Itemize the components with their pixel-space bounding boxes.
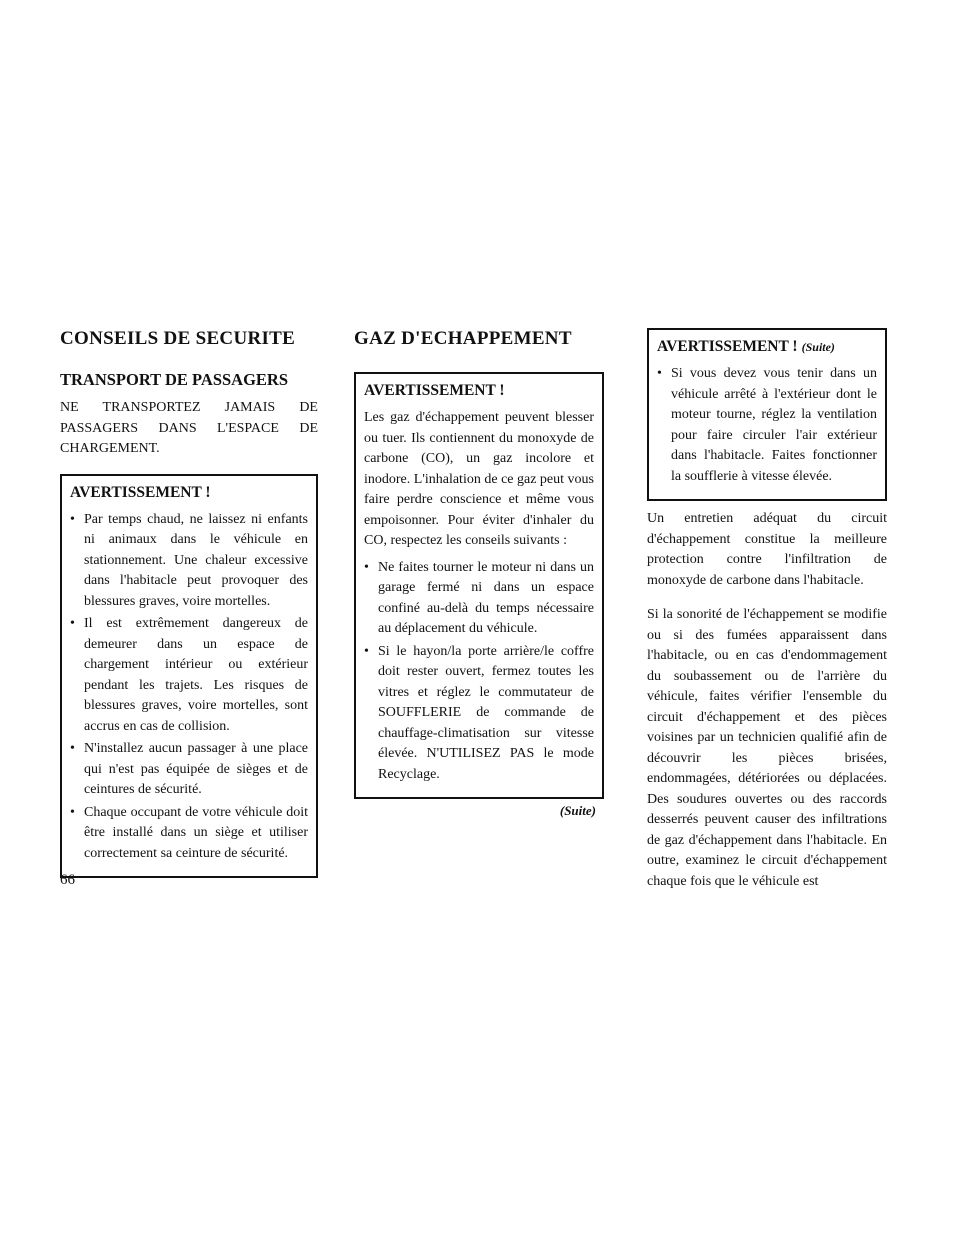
page-number: 66 — [60, 872, 75, 888]
warning-title: AVERTISSEMENT ! — [364, 382, 505, 399]
warning-item: • Chaque occupant de votre véhicule doit être installé dans un siège et utiliser correctement sa ceinture de sécurité. — [70, 804, 308, 861]
warning-item: • Ne faites tourner le moteur ni dans un garage fermé ni dans un espace confiné au-delà du temps nécessaire au déplacement du véhicule. — [364, 559, 594, 636]
column-middle — [354, 328, 604, 819]
warning-item: • Si vous devez vous tenir dans un véhicule arrêté à l'extérieur dont le moteur tourne, réglez la ventilation pour faire circuler l'air extérieur dans l'habitacle. Faites fonctionner la soufflerie à vitesse élevée. — [657, 366, 877, 484]
bullet-icon: • — [70, 511, 75, 527]
warning-intro: Les gaz d'échappement peuvent blesser ou tuer. Ils contiennent du monoxyde de carbone (CO), un gaz incolore et inodore. L'inhalation de ce gaz peut vous faire perdre conscience et même vous empoisonner. Pour éviter d'inhaler du CO, respectez les conseils suivants : — [364, 410, 594, 548]
warning-box-passengers — [60, 474, 318, 879]
subsection-title-passengers: TRANSPORT DE PASSAGERS — [60, 370, 289, 389]
warning-list — [657, 364, 877, 487]
bullet-icon: • — [70, 804, 75, 820]
continued-label: (Suite) — [801, 340, 835, 354]
warning-list — [364, 558, 594, 786]
warning-item: • Il est extrêmement dangereux de demeurer dans un espace de chargement intérieur ou extérieur pendant les trajets. Les risques de blessures graves, voire mortelles, sont accrus en cas de collision. — [70, 616, 308, 734]
exhaust-inspection-paragraph: Si la sonorité de l'échappement se modifie ou si des fumées apparaissent dans l'habitacle, ou en cas d'endommagement du soubassement ou de l'arrière du véhicule, faites vérifier l'ensemble du circuit d'échappement et des pièces voisines par un technicien qualifié afin de découvrir les pièces brisées, endommagées, détériorées ou déplacées. Des soudures ouvertes ou des raccords desserrés peuvent causer des infiltrations de gaz d'échappement dans l'habitacle. En outre, examinez le circuit d'échappement chaque fois que le véhicule est — [647, 607, 887, 889]
bullet-icon: • — [657, 366, 662, 381]
warning-title: AVERTISSEMENT ! — [657, 338, 798, 355]
column-right — [647, 328, 887, 906]
bullet-icon: • — [70, 741, 75, 756]
column-left — [60, 328, 318, 878]
warning-title: AVERTISSEMENT ! — [70, 483, 211, 501]
section-title-safety: CONSEILS DE SECURITE — [60, 328, 296, 349]
exhaust-maintenance-paragraph: Un entretien adéquat du circuit d'échappement constitue la meilleure protection contre l'infiltration de monoxyde de carbone dans l'habitacle. — [647, 511, 887, 588]
warning-list — [70, 510, 308, 865]
warning-box-continued — [647, 328, 887, 501]
warning-item: • N'installez aucun passager à une place qui n'est pas équipée de sièges et de ceintures de sécurité. — [70, 741, 308, 797]
warning-item: • Si le hayon/la porte arrière/le coffre doit rester ouvert, fermez toutes les vitres et réglez le commutateur de SOUFFLERIE de commande de chauffage-climatisation sur vitesse élevée. N'UTILISEZ PAS le mode Recyclage. — [364, 643, 594, 782]
section-title-exhaust: GAZ D'ECHAPPEMENT — [354, 328, 572, 349]
passenger-intro: NE TRANSPORTEZ JAMAIS DE PASSAGERS DANS L'ESPACE DE CHARGEMENT. — [60, 400, 318, 456]
continued-label: (Suite) — [559, 803, 596, 818]
warning-item: • Par temps chaud, ne laissez ni enfants ni animaux dans le véhicule en stationnement. Une chaleur excessive dans l'habitacle peut provoquer des blessures graves, voire mortelles. — [70, 511, 308, 609]
bullet-icon: • — [364, 559, 369, 575]
bullet-icon: • — [70, 616, 75, 631]
bullet-icon: • — [364, 643, 369, 659]
warning-title-row — [657, 338, 877, 356]
warning-box-exhaust — [354, 372, 604, 799]
